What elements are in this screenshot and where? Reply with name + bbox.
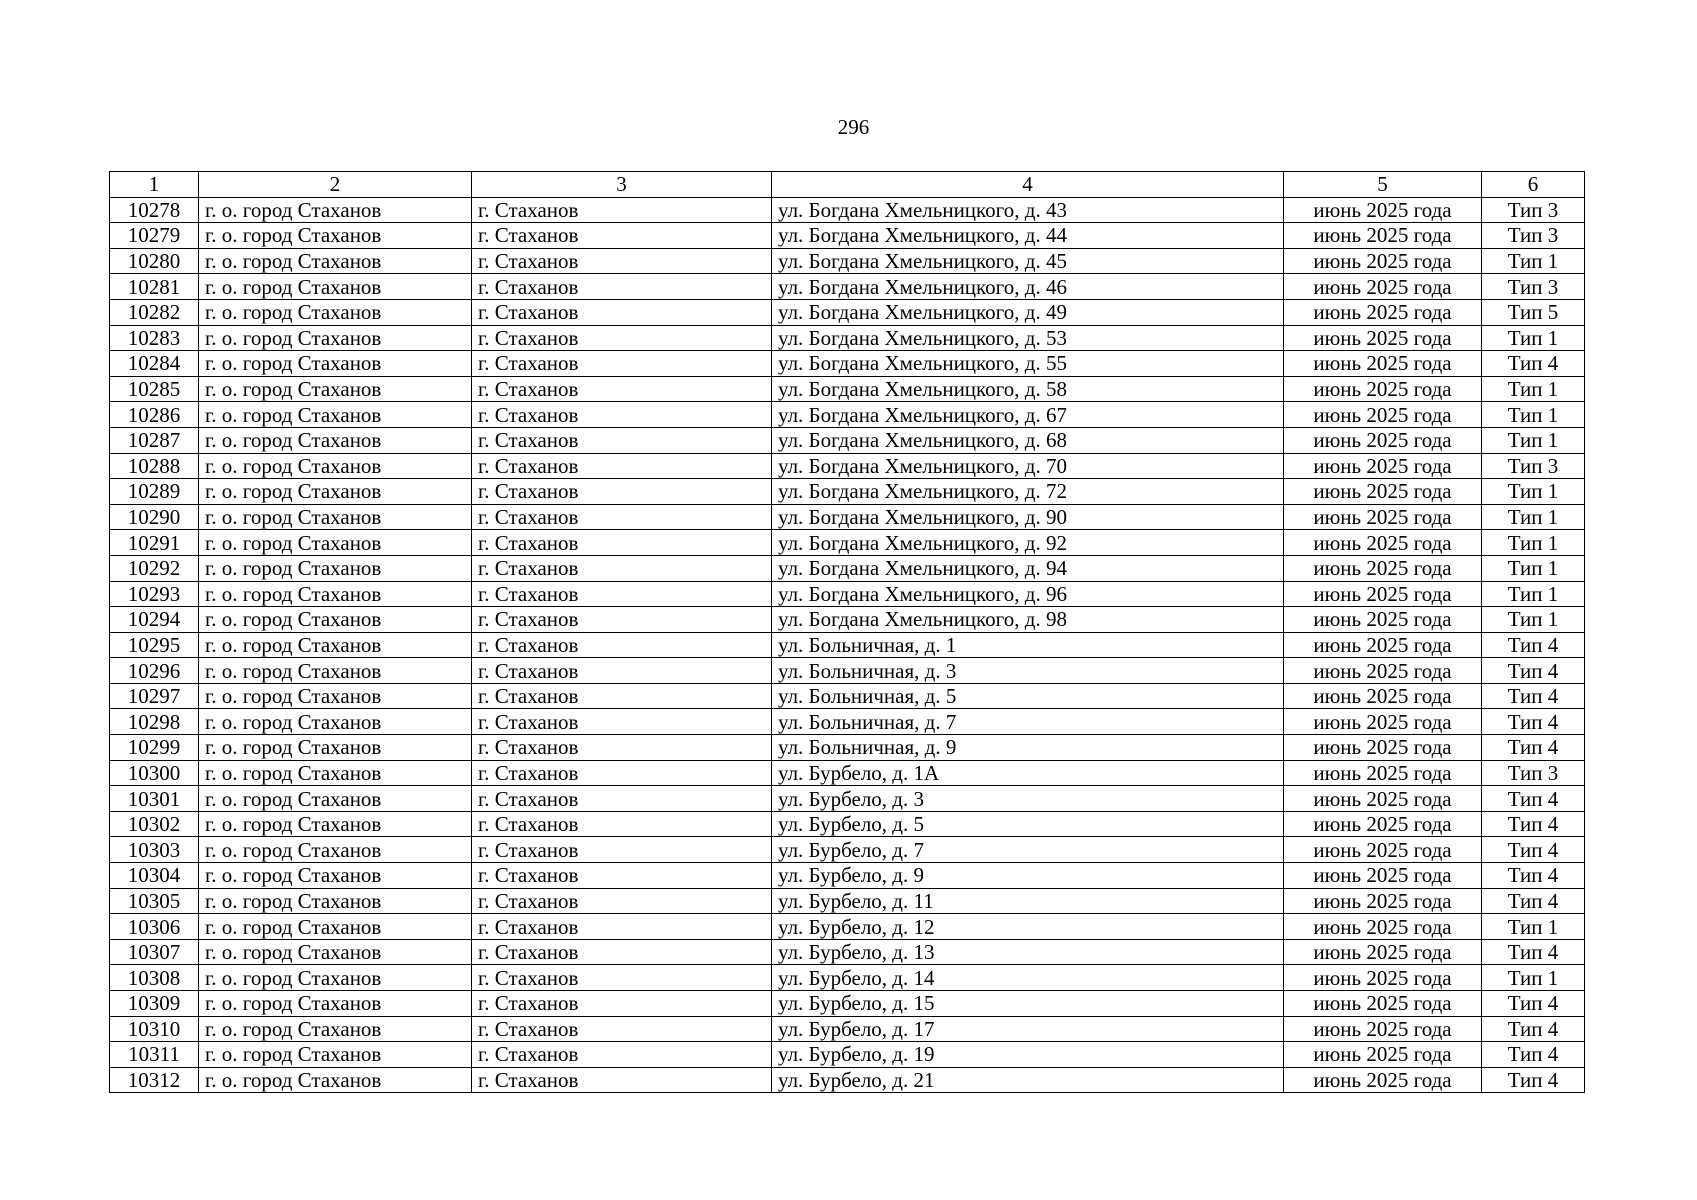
date-cell: июнь 2025 года [1284, 658, 1482, 684]
table-container [109, 171, 1584, 1093]
table-row [110, 837, 1585, 863]
date-cell: июнь 2025 года [1284, 351, 1482, 377]
row-number-cell: 10278 [110, 197, 199, 223]
row-number-cell: 10292 [110, 555, 199, 581]
type-cell: Тип 4 [1482, 991, 1585, 1017]
address-cell: ул. Бурбело, д. 13 [772, 939, 1284, 965]
table-row [110, 1042, 1585, 1068]
municipality-cell: г. о. город Стаханов [199, 939, 472, 965]
column-header-3: 3 [472, 172, 772, 198]
settlement-cell: г. Стаханов [472, 965, 772, 991]
municipality-cell: г. о. город Стаханов [199, 837, 472, 863]
settlement-cell: г. Стаханов [472, 939, 772, 965]
type-cell: Тип 4 [1482, 735, 1585, 761]
table-row [110, 991, 1585, 1017]
type-cell: Тип 4 [1482, 1067, 1585, 1093]
table-row [110, 351, 1585, 377]
header-row [110, 172, 1585, 198]
date-cell: июнь 2025 года [1284, 581, 1482, 607]
row-number-cell: 10312 [110, 1067, 199, 1093]
type-cell: Тип 1 [1482, 376, 1585, 402]
address-cell: ул. Богдана Хмельницкого, д. 55 [772, 351, 1284, 377]
type-cell: Тип 1 [1482, 530, 1585, 556]
settlement-cell: г. Стаханов [472, 197, 772, 223]
row-number-cell: 10301 [110, 786, 199, 812]
column-header-2: 2 [199, 172, 472, 198]
type-cell: Тип 3 [1482, 274, 1585, 300]
row-number-cell: 10305 [110, 888, 199, 914]
date-cell: июнь 2025 года [1284, 607, 1482, 633]
settlement-cell: г. Стаханов [472, 658, 772, 684]
row-number-cell: 10304 [110, 863, 199, 889]
address-cell: ул. Богдана Хмельницкого, д. 67 [772, 402, 1284, 428]
row-number-cell: 10286 [110, 402, 199, 428]
address-cell: ул. Богдана Хмельницкого, д. 72 [772, 479, 1284, 505]
type-cell: Тип 1 [1482, 914, 1585, 940]
address-cell: ул. Богдана Хмельницкого, д. 46 [772, 274, 1284, 300]
date-cell: июнь 2025 года [1284, 786, 1482, 812]
row-number-cell: 10287 [110, 427, 199, 453]
type-cell: Тип 1 [1482, 607, 1585, 633]
date-cell: июнь 2025 года [1284, 863, 1482, 889]
row-number-cell: 10282 [110, 299, 199, 325]
settlement-cell: г. Стаханов [472, 1067, 772, 1093]
settlement-cell: г. Стаханов [472, 555, 772, 581]
row-number-cell: 10299 [110, 735, 199, 761]
municipality-cell: г. о. город Стаханов [199, 248, 472, 274]
date-cell: июнь 2025 года [1284, 479, 1482, 505]
address-cell: ул. Богдана Хмельницкого, д. 98 [772, 607, 1284, 633]
address-cell: ул. Богдана Хмельницкого, д. 58 [772, 376, 1284, 402]
row-number-cell: 10303 [110, 837, 199, 863]
municipality-cell: г. о. город Стаханов [199, 863, 472, 889]
municipality-cell: г. о. город Стаханов [199, 1042, 472, 1068]
date-cell: июнь 2025 года [1284, 1016, 1482, 1042]
type-cell: Тип 4 [1482, 888, 1585, 914]
address-cell: ул. Бурбело, д. 5 [772, 811, 1284, 837]
address-cell: ул. Больничная, д. 1 [772, 632, 1284, 658]
row-number-cell: 10308 [110, 965, 199, 991]
date-cell: июнь 2025 года [1284, 991, 1482, 1017]
date-cell: июнь 2025 года [1284, 248, 1482, 274]
municipality-cell: г. о. город Стаханов [199, 760, 472, 786]
date-cell: июнь 2025 года [1284, 811, 1482, 837]
municipality-cell: г. о. город Стаханов [199, 299, 472, 325]
table-row [110, 683, 1585, 709]
type-cell: Тип 3 [1482, 760, 1585, 786]
settlement-cell: г. Стаханов [472, 863, 772, 889]
settlement-cell: г. Стаханов [472, 709, 772, 735]
address-cell: ул. Больничная, д. 3 [772, 658, 1284, 684]
table-body [110, 197, 1585, 1093]
table-row [110, 223, 1585, 249]
address-cell: ул. Больничная, д. 9 [772, 735, 1284, 761]
address-cell: ул. Больничная, д. 7 [772, 709, 1284, 735]
settlement-cell: г. Стаханов [472, 811, 772, 837]
table-row [110, 530, 1585, 556]
table-row [110, 453, 1585, 479]
table-row [110, 811, 1585, 837]
settlement-cell: г. Стаханов [472, 274, 772, 300]
settlement-cell: г. Стаханов [472, 888, 772, 914]
address-cell: ул. Бурбело, д. 3 [772, 786, 1284, 812]
municipality-cell: г. о. город Стаханов [199, 1016, 472, 1042]
row-number-cell: 10302 [110, 811, 199, 837]
settlement-cell: г. Стаханов [472, 607, 772, 633]
table-row [110, 863, 1585, 889]
row-number-cell: 10280 [110, 248, 199, 274]
table-row [110, 939, 1585, 965]
address-cell: ул. Богдана Хмельницкого, д. 90 [772, 504, 1284, 530]
date-cell: июнь 2025 года [1284, 1042, 1482, 1068]
column-header-5: 5 [1284, 172, 1482, 198]
municipality-cell: г. о. город Стаханов [199, 376, 472, 402]
address-cell: ул. Богдана Хмельницкого, д. 92 [772, 530, 1284, 556]
address-cell: ул. Бурбело, д. 1А [772, 760, 1284, 786]
date-cell: июнь 2025 года [1284, 709, 1482, 735]
municipality-cell: г. о. город Стаханов [199, 658, 472, 684]
date-cell: июнь 2025 года [1284, 299, 1482, 325]
table-row [110, 914, 1585, 940]
municipality-cell: г. о. город Стаханов [199, 504, 472, 530]
address-cell: ул. Бурбело, д. 9 [772, 863, 1284, 889]
date-cell: июнь 2025 года [1284, 914, 1482, 940]
table-row [110, 760, 1585, 786]
date-cell: июнь 2025 года [1284, 965, 1482, 991]
date-cell: июнь 2025 года [1284, 504, 1482, 530]
settlement-cell: г. Стаханов [472, 1042, 772, 1068]
settlement-cell: г. Стаханов [472, 632, 772, 658]
settlement-cell: г. Стаханов [472, 299, 772, 325]
municipality-cell: г. о. город Стаханов [199, 709, 472, 735]
date-cell: июнь 2025 года [1284, 760, 1482, 786]
table-row [110, 197, 1585, 223]
address-cell: ул. Богдана Хмельницкого, д. 53 [772, 325, 1284, 351]
municipality-cell: г. о. город Стаханов [199, 402, 472, 428]
type-cell: Тип 1 [1482, 581, 1585, 607]
municipality-cell: г. о. город Стаханов [199, 479, 472, 505]
row-number-cell: 10294 [110, 607, 199, 633]
settlement-cell: г. Стаханов [472, 479, 772, 505]
municipality-cell: г. о. город Стаханов [199, 786, 472, 812]
municipality-cell: г. о. город Стаханов [199, 223, 472, 249]
row-number-cell: 10310 [110, 1016, 199, 1042]
municipality-cell: г. о. город Стаханов [199, 427, 472, 453]
municipality-cell: г. о. город Стаханов [199, 735, 472, 761]
address-cell: ул. Богдана Хмельницкого, д. 70 [772, 453, 1284, 479]
settlement-cell: г. Стаханов [472, 786, 772, 812]
date-cell: июнь 2025 года [1284, 1067, 1482, 1093]
page-number: 296 [837, 115, 870, 139]
table-row [110, 632, 1585, 658]
type-cell: Тип 4 [1482, 939, 1585, 965]
type-cell: Тип 4 [1482, 658, 1585, 684]
date-cell: июнь 2025 года [1284, 427, 1482, 453]
column-header-1: 1 [110, 172, 199, 198]
type-cell: Тип 4 [1482, 1042, 1585, 1068]
municipality-cell: г. о. город Стаханов [199, 914, 472, 940]
municipality-cell: г. о. город Стаханов [199, 888, 472, 914]
type-cell: Тип 1 [1482, 504, 1585, 530]
table-row [110, 581, 1585, 607]
address-cell: ул. Богдана Хмельницкого, д. 68 [772, 427, 1284, 453]
address-cell: ул. Больничная, д. 5 [772, 683, 1284, 709]
settlement-cell: г. Стаханов [472, 376, 772, 402]
table-row [110, 274, 1585, 300]
row-number-cell: 10283 [110, 325, 199, 351]
address-cell: ул. Богдана Хмельницкого, д. 45 [772, 248, 1284, 274]
municipality-cell: г. о. город Стаханов [199, 811, 472, 837]
type-cell: Тип 5 [1482, 299, 1585, 325]
row-number-cell: 10306 [110, 914, 199, 940]
type-cell: Тип 3 [1482, 197, 1585, 223]
type-cell: Тип 1 [1482, 402, 1585, 428]
municipality-cell: г. о. город Стаханов [199, 530, 472, 556]
municipality-cell: г. о. город Стаханов [199, 453, 472, 479]
type-cell: Тип 1 [1482, 965, 1585, 991]
address-cell: ул. Бурбело, д. 14 [772, 965, 1284, 991]
row-number-cell: 10300 [110, 760, 199, 786]
type-cell: Тип 1 [1482, 479, 1585, 505]
address-cell: ул. Бурбело, д. 21 [772, 1067, 1284, 1093]
date-cell: июнь 2025 года [1284, 837, 1482, 863]
address-cell: ул. Богдана Хмельницкого, д. 96 [772, 581, 1284, 607]
address-cell: ул. Бурбело, д. 15 [772, 991, 1284, 1017]
municipality-cell: г. о. город Стаханов [199, 555, 472, 581]
settlement-cell: г. Стаханов [472, 735, 772, 761]
municipality-cell: г. о. город Стаханов [199, 581, 472, 607]
row-number-cell: 10309 [110, 991, 199, 1017]
address-cell: ул. Богдана Хмельницкого, д. 94 [772, 555, 1284, 581]
row-number-cell: 10293 [110, 581, 199, 607]
date-cell: июнь 2025 года [1284, 325, 1482, 351]
municipality-cell: г. о. город Стаханов [199, 991, 472, 1017]
table-row [110, 607, 1585, 633]
table-row [110, 658, 1585, 684]
row-number-cell: 10298 [110, 709, 199, 735]
table-row [110, 1067, 1585, 1093]
municipality-cell: г. о. город Стаханов [199, 632, 472, 658]
date-cell: июнь 2025 года [1284, 402, 1482, 428]
date-cell: июнь 2025 года [1284, 888, 1482, 914]
table-row [110, 479, 1585, 505]
date-cell: июнь 2025 года [1284, 939, 1482, 965]
settlement-cell: г. Стаханов [472, 248, 772, 274]
table-row [110, 427, 1585, 453]
settlement-cell: г. Стаханов [472, 837, 772, 863]
table-row [110, 376, 1585, 402]
table-row [110, 504, 1585, 530]
date-cell: июнь 2025 года [1284, 530, 1482, 556]
address-cell: ул. Богдана Хмельницкого, д. 43 [772, 197, 1284, 223]
settlement-cell: г. Стаханов [472, 760, 772, 786]
row-number-cell: 10291 [110, 530, 199, 556]
municipality-cell: г. о. город Стаханов [199, 274, 472, 300]
table-row [110, 325, 1585, 351]
municipality-cell: г. о. город Стаханов [199, 683, 472, 709]
type-cell: Тип 4 [1482, 837, 1585, 863]
settlement-cell: г. Стаханов [472, 223, 772, 249]
date-cell: июнь 2025 года [1284, 453, 1482, 479]
type-cell: Тип 4 [1482, 351, 1585, 377]
settlement-cell: г. Стаханов [472, 402, 772, 428]
type-cell: Тип 4 [1482, 811, 1585, 837]
table-row [110, 709, 1585, 735]
date-cell: июнь 2025 года [1284, 632, 1482, 658]
row-number-cell: 10290 [110, 504, 199, 530]
type-cell: Тип 4 [1482, 1016, 1585, 1042]
table-row [110, 248, 1585, 274]
settlement-cell: г. Стаханов [472, 914, 772, 940]
address-cell: ул. Богдана Хмельницкого, д. 49 [772, 299, 1284, 325]
settlement-cell: г. Стаханов [472, 427, 772, 453]
type-cell: Тип 4 [1482, 632, 1585, 658]
type-cell: Тип 3 [1482, 223, 1585, 249]
settlement-cell: г. Стаханов [472, 325, 772, 351]
table-row [110, 786, 1585, 812]
address-cell: ул. Бурбело, д. 11 [772, 888, 1284, 914]
type-cell: Тип 4 [1482, 863, 1585, 889]
column-header-4: 4 [772, 172, 1284, 198]
row-number-cell: 10297 [110, 683, 199, 709]
address-cell: ул. Бурбело, д. 7 [772, 837, 1284, 863]
row-number-cell: 10281 [110, 274, 199, 300]
table-row [110, 299, 1585, 325]
address-cell: ул. Богдана Хмельницкого, д. 44 [772, 223, 1284, 249]
table-row [110, 888, 1585, 914]
settlement-cell: г. Стаханов [472, 351, 772, 377]
type-cell: Тип 3 [1482, 453, 1585, 479]
date-cell: июнь 2025 года [1284, 735, 1482, 761]
type-cell: Тип 1 [1482, 555, 1585, 581]
address-cell: ул. Бурбело, д. 12 [772, 914, 1284, 940]
row-number-cell: 10285 [110, 376, 199, 402]
municipality-cell: г. о. город Стаханов [199, 607, 472, 633]
municipality-cell: г. о. город Стаханов [199, 965, 472, 991]
address-cell: ул. Бурбело, д. 17 [772, 1016, 1284, 1042]
municipality-cell: г. о. город Стаханов [199, 351, 472, 377]
date-cell: июнь 2025 года [1284, 223, 1482, 249]
type-cell: Тип 1 [1482, 427, 1585, 453]
type-cell: Тип 4 [1482, 709, 1585, 735]
date-cell: июнь 2025 года [1284, 197, 1482, 223]
settlement-cell: г. Стаханов [472, 453, 772, 479]
row-number-cell: 10284 [110, 351, 199, 377]
row-number-cell: 10307 [110, 939, 199, 965]
type-cell: Тип 1 [1482, 325, 1585, 351]
address-cell: ул. Бурбело, д. 19 [772, 1042, 1284, 1068]
table-row [110, 965, 1585, 991]
row-number-cell: 10295 [110, 632, 199, 658]
municipality-cell: г. о. город Стаханов [199, 325, 472, 351]
municipality-cell: г. о. город Стаханов [199, 1067, 472, 1093]
date-cell: июнь 2025 года [1284, 274, 1482, 300]
type-cell: Тип 1 [1482, 248, 1585, 274]
table-row [110, 735, 1585, 761]
row-number-cell: 10279 [110, 223, 199, 249]
row-number-cell: 10288 [110, 453, 199, 479]
row-number-cell: 10296 [110, 658, 199, 684]
settlement-cell: г. Стаханов [472, 1016, 772, 1042]
type-cell: Тип 4 [1482, 786, 1585, 812]
municipality-cell: г. о. город Стаханов [199, 197, 472, 223]
row-number-cell: 10289 [110, 479, 199, 505]
settlement-cell: г. Стаханов [472, 581, 772, 607]
settlement-cell: г. Стаханов [472, 991, 772, 1017]
date-cell: июнь 2025 года [1284, 683, 1482, 709]
table-row [110, 555, 1585, 581]
table-row [110, 402, 1585, 428]
type-cell: Тип 4 [1482, 683, 1585, 709]
settlement-cell: г. Стаханов [472, 504, 772, 530]
date-cell: июнь 2025 года [1284, 376, 1482, 402]
settlement-cell: г. Стаханов [472, 530, 772, 556]
date-cell: июнь 2025 года [1284, 555, 1482, 581]
address-table [109, 171, 1585, 1093]
row-number-cell: 10311 [110, 1042, 199, 1068]
column-header-6: 6 [1482, 172, 1585, 198]
table-row [110, 1016, 1585, 1042]
settlement-cell: г. Стаханов [472, 683, 772, 709]
